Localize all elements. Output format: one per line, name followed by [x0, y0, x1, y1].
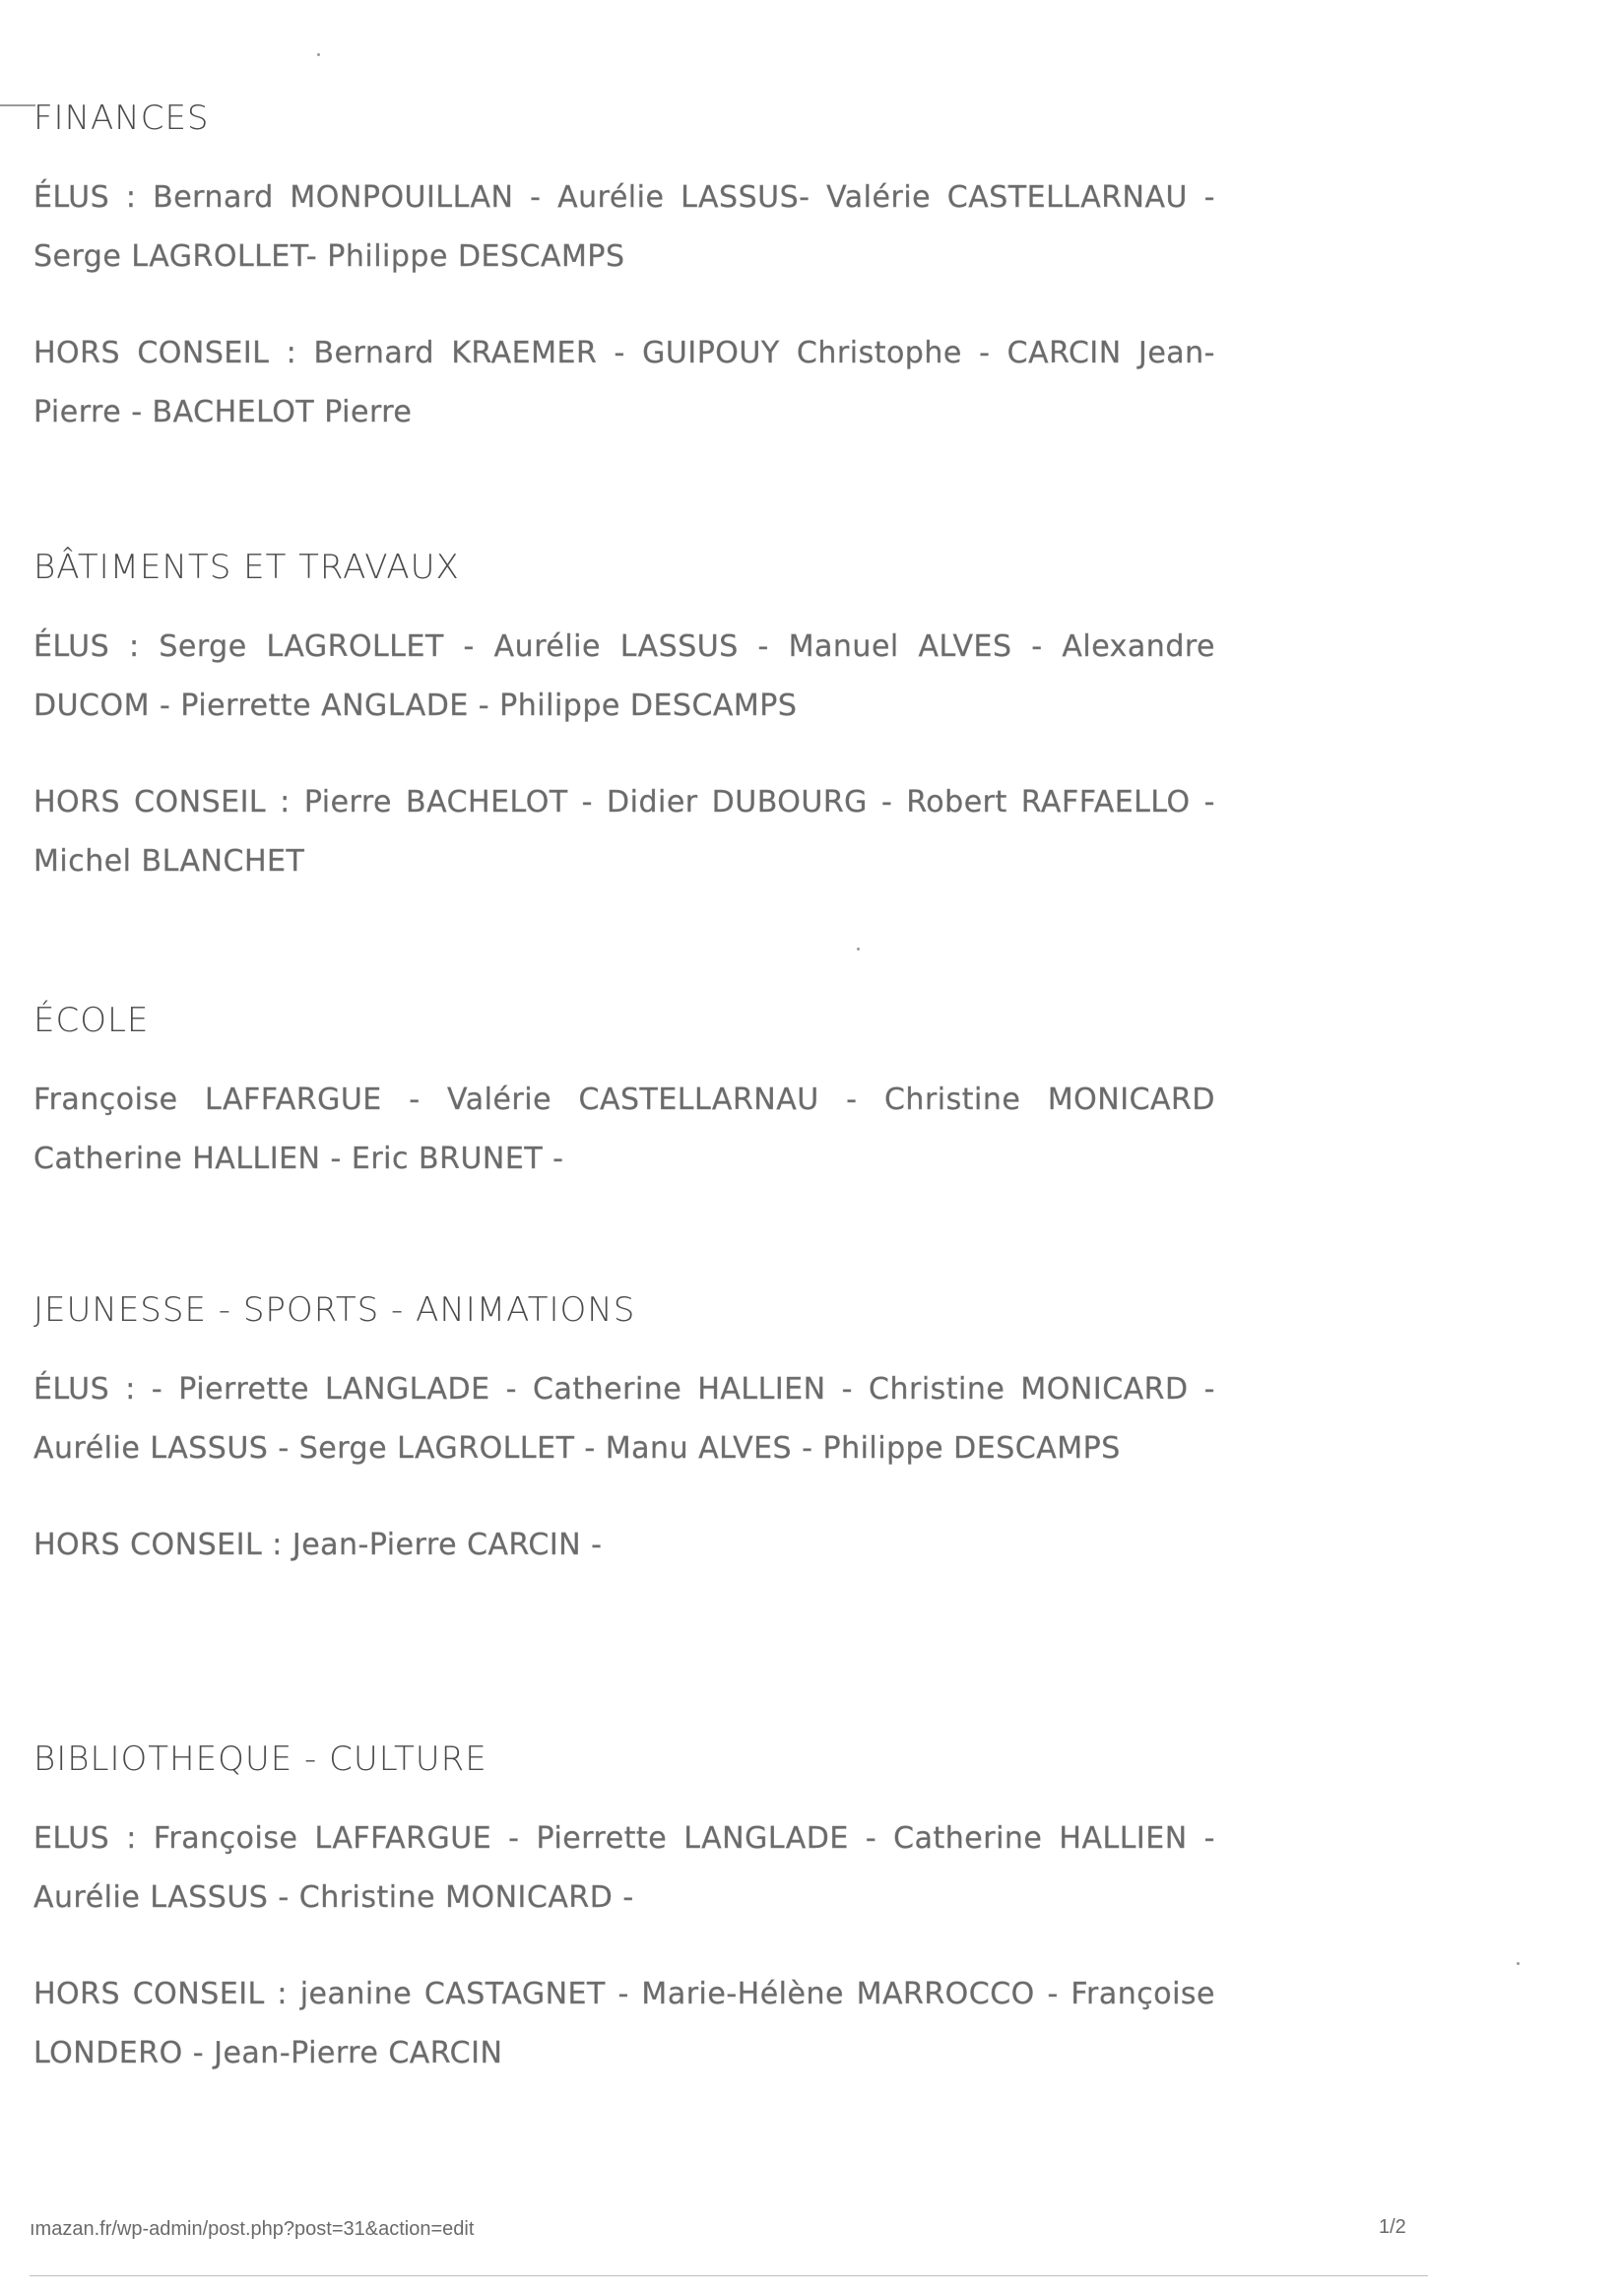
- elus-label: ÉLUS :: [33, 179, 154, 215]
- elus-paragraph: [33, 618, 1215, 736]
- elus-names: Bernard MONPOUILLAN - Aurélie LASSUS- Valérie CASTELLARNAU - Serge LAGROLLET- Philippe DESCAMPS: [33, 179, 1215, 274]
- elus-paragraph: [33, 1360, 1215, 1478]
- elus-label: ÉLUS :: [33, 628, 160, 664]
- hors-conseil-label: HORS CONSEIL :: [33, 784, 304, 820]
- hors-conseil-paragraph: [33, 1965, 1215, 2083]
- elus-names: Françoise LAFFARGUE - Pierrette LANGLADE - Catherine HALLIEN - Aurélie LASSUS - Christine MONICARD -: [33, 1820, 1216, 1915]
- top-rule: [0, 104, 35, 106]
- scan-speck: [857, 948, 860, 951]
- section-heading: BIBLIOTHEQUE - CULTURE: [33, 1739, 487, 1779]
- hors-conseil-label: HORS CONSEIL :: [33, 1976, 300, 2011]
- hors-conseil-names: Bernard KRAEMER - GUIPOUY Christophe - CARCIN Jean-Pierre - BACHELOT Pierre: [33, 335, 1215, 429]
- members-names: Françoise LAFFARGUE - Valérie CASTELLARNAU - Christine MONICARD Catherine HALLIEN - Eric BRUNET -: [33, 1082, 1215, 1176]
- footer-page-number: 1/2: [1379, 2216, 1406, 2238]
- hors-conseil-paragraph: [33, 773, 1215, 891]
- elus-paragraph: [33, 1809, 1215, 1928]
- hors-conseil-names: jeanine CASTAGNET - Marie-Hélène MARROCCO - Françoise LONDERO - Jean-Pierre CARCIN: [33, 1976, 1215, 2070]
- elus-names: Serge LAGROLLET - Aurélie LASSUS - Manuel ALVES - Alexandre DUCOM - Pierrette ANGLADE - Philippe DESCAMPS: [33, 628, 1215, 723]
- scan-speck: [317, 53, 320, 56]
- bottom-rule: [30, 2275, 1428, 2276]
- elus-paragraph: [33, 168, 1215, 287]
- elus-names: - Pierrette LANGLADE - Catherine HALLIEN - Christine MONICARD - Aurélie LASSUS - Serge LAGROLLET - Manu ALVES - Philippe DESCAMPS: [33, 1371, 1216, 1466]
- hors-conseil-label: HORS CONSEIL :: [33, 335, 314, 370]
- footer-url: ımazan.fr/wp-admin/post.php?post=31&action=edit: [30, 2218, 475, 2240]
- section-ecole: [33, 1001, 1215, 1226]
- section-batiments: [33, 548, 1215, 929]
- section-heading: BÂTIMENTS ET TRAVAUX: [33, 548, 460, 587]
- section-heading: FINANCES: [33, 98, 210, 138]
- section-jeunesse: [33, 1290, 1215, 1612]
- scan-speck: [1517, 1962, 1520, 1965]
- members-paragraph: [33, 1071, 1215, 1189]
- hors-conseil-names: Pierre BACHELOT - Didier DUBOURG - Robert RAFFAELLO - Michel BLANCHET: [33, 784, 1216, 879]
- elus-label: ELUS :: [33, 1820, 154, 1856]
- hors-conseil-paragraph: [33, 1516, 1215, 1575]
- hors-conseil-names: Jean-Pierre CARCIN -: [292, 1527, 603, 1562]
- elus-label: ÉLUS :: [33, 1371, 152, 1407]
- section-finances: [33, 98, 1215, 480]
- section-bibliotheque: [33, 1739, 1215, 2121]
- section-heading: ÉCOLE: [33, 1001, 150, 1040]
- hors-conseil-paragraph: [33, 324, 1215, 442]
- hors-conseil-label: HORS CONSEIL :: [33, 1527, 292, 1562]
- section-heading: JEUNESSE - SPORTS - ANIMATIONS: [33, 1290, 636, 1330]
